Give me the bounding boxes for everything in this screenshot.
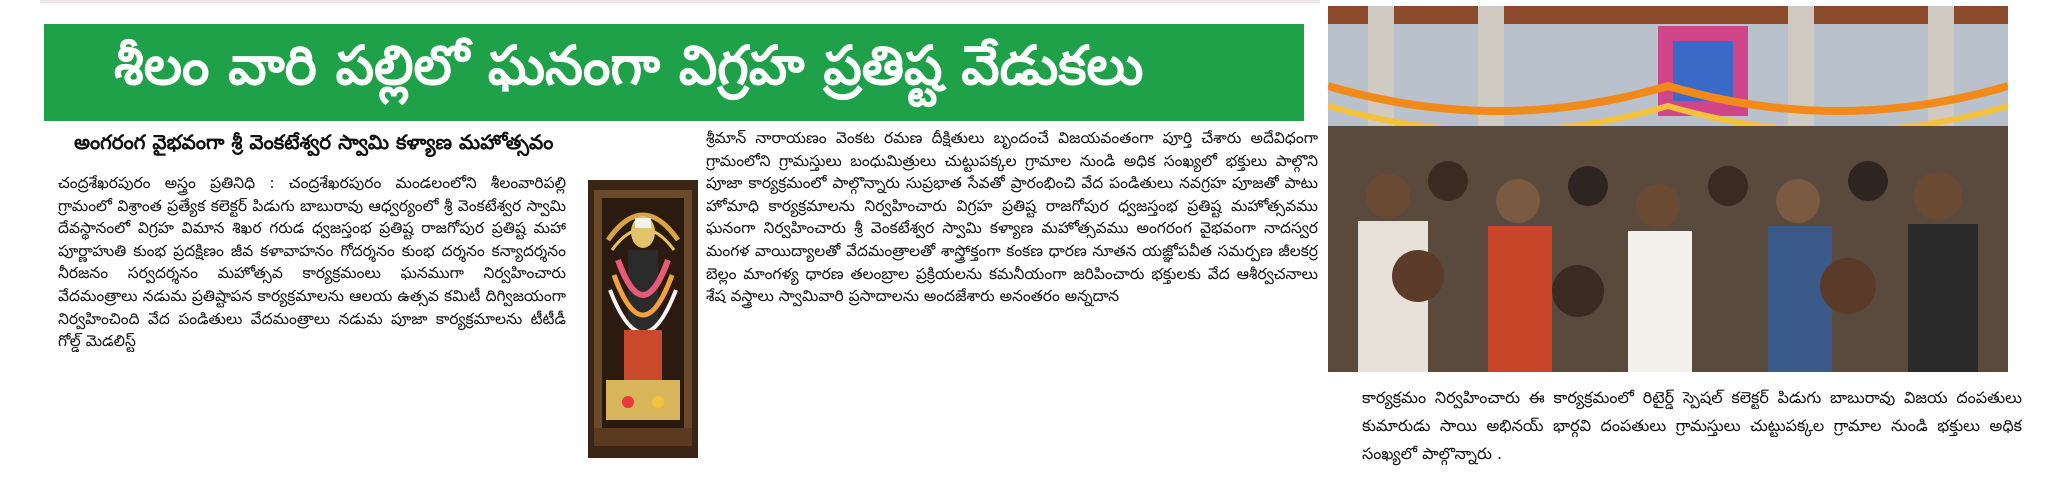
article-column-left: చంద్రశేఖరపురం అస్త్రం ప్రతినిధి : చంద్రశేఖరపురం మండలంలోని శీలంవారిపల్లి గ్రామంలో విశ్రాంత ప్రత్యేక కలెక్టర్ పిడుగు బాబురావు ఆధ్వర్యంలో శ్రీ వెంకటేశ్వర స్వామి దేవస్థానంలో విగ్రహ విమాన శిఖర గరుడ ధ్వజస్తంభ ప్రతిష్ట రాజగోపుర ప్రతిష్ట మహా పూర్ణాహుతి కుంభ ప్రదక్షిణం జీవ కళావాహనం గోదర్శనం కుంభ దర్శనం కన్యాదర్శనం నీరజనం సర్వదర్శనం మహోత్సవ కార్యక్రమంలు ఘనముగా నిర్వహించారు వేదమంత్రాలు నడుమ ప్రతిష్టాపన కార్యక్రమాలను ఆలయ ఉత్సవ కమిటీ దిగ్విజయంగా నిర్వహించింది వేద పండితులు వేదమంత్రాలు నడుమ పూజా కార్యక్రమాలను టీటీడీ గోల్డ్ మెడలిస్ట్ [58, 174, 566, 351]
headline-text: శీలం వారి పల్లిలో ఘనంగా విగ్రహ ప్రతిష్ట వేడుకలు [114, 34, 1144, 97]
article-column-middle: శ్రీమాన్ నారాయణం వెంకట రమణ దీక్షితులు బృందంచే విజయవంతంగా పూర్తి చేశారు అదేవిధంగా గ్రామంలోని గ్రామస్తులు బంధుమిత్రులు చుట్టుపక్కల గ్రామాల నుండి అధిక సంఖ్యలో భక్తులు పాల్గొని పూజా కార్యక్రమంలో పాల్గొన్నారు సుప్రభాత సేవతో ప్రారంభించి వేద పండితులు నవగ్రహ పూజతో పాటు హోమాధి కార్యక్రమాలను నిర్వహించారు విగ్రహ ప్రతిష్ట రాజగోపుర ధ్వజస్తంభ ప్రతిష్ట మహోత్సవము ఘనంగా నిర్వహించారు శ్రీ వెంకటేశ్వర స్వామి కళ్యాణ మహోత్సవము అంగరంగ వైభవంగా నాదస్వర మంగళ వాయిద్యాలతో వేదమంత్రాలతో శాస్త్రోక్తంగా కంకణ ధారణ నూతన యజ్ఞోపవీత సమర్పణ జీలకర్ర బెల్లం మాంగళ్య ధారణ తలంబ్రాల ప్రక్రియలను కమనీయంగా జరిపించారు భక్తులకు వేద ఆశీర్వచనాలు శేష వస్త్రాలు స్వామివారి ప్రసాదాలను అందజేశారు అనంతరం అన్నదాన [706, 129, 1318, 306]
crowd-photo [1328, 6, 2008, 372]
top-rule [40, 0, 1320, 3]
headline-banner [44, 24, 1304, 121]
idol-photo [588, 180, 698, 458]
article-column-right: కార్యక్రమం నిర్వహించారు ఈ కార్యక్రమంలో రిటైర్డ్ స్పెషల్ కలెక్టర్ పిడుగు బాబురావు విజయ దంపతులు కుమారుడు సాయి అభినయ్ భార్గవి దంపతులు గ్రామస్తులు చుట్టుపక్కల గ్రామాల నుండి భక్తులు అధిక సంఖ్యలో పాల్గొన్నారు . [1362, 388, 2022, 463]
subheadline: అంగరంగ వైభవంగా శ్రీ వెంకటేశ్వర స్వామి కళ్యాణ మహోత్సవం [74, 130, 554, 154]
